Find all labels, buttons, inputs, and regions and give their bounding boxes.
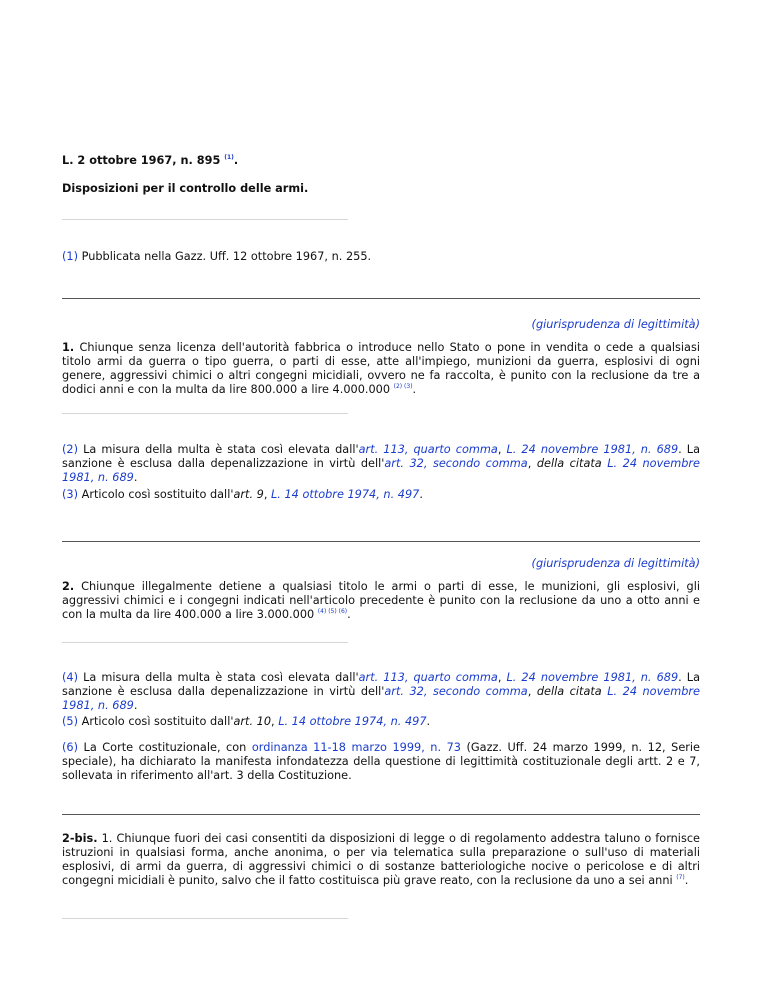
footnote-2-law-link[interactable]: L. 24 novembre 1981, n. 689 (506, 443, 679, 456)
note-divider (62, 642, 348, 643)
footnote-6-text: La Corte costituzionale, con (83, 741, 247, 754)
footnote-6-text-post: (Gazz. Uff. 24 marzo 1999, n. 12, Serie speciale), ha dichiarato la manifesta infondatezza della questione di legittimità costituzionale degli artt. 2 e 7, sollevata in riferimento all'art. 3 della Costituzione. (62, 741, 701, 782)
footnote-3: (3) Articolo così sostituito dall'art. 9, L. 14 ottobre 1974, n. 497. (62, 488, 423, 501)
footnote-5: (5) Articolo così sostituito dall'art. 10, L. 14 ottobre 1974, n. 497. (62, 715, 431, 728)
footnote-1-text: Pubblicata nella Gazz. Uff. 12 ottobre 1967, n. 255. (81, 250, 372, 263)
footnote-3-ref[interactable]: (3) (62, 488, 79, 501)
footnote-4-law-link[interactable]: L. 24 novembre 1981, n. 689 (506, 671, 679, 684)
footnote-2-art2-link[interactable]: art. 32, secondo comma (384, 457, 528, 470)
article-divider (62, 541, 700, 542)
footnote-3-art: art. 9 (233, 488, 264, 501)
footnote-5-text: Articolo così sostituito dall' (81, 715, 234, 728)
footnote-1 (62, 250, 700, 264)
article-2bis: 2-bis. 1. Chiunque fuori dei casi consentiti da disposizioni di legge o di regolamento addestra taluno o fornisce istruzioni in qualsiasi forma, anche anonima, o per via telematica sulla preparazione o sull'uso di materiali esplosivi, di armi da guerra, di aggressivi chimici o di sostanze batteriologiche nocive o pericolose e di altri congegni micidiali è punito, salvo che il fatto costituisca più grave reato, con la reclusione da uno a sei anni $^{(7)}$. (62, 832, 700, 887)
footnote-6 (62, 741, 700, 783)
article-1-footnote-refs[interactable]: (2) (3) (393, 383, 413, 391)
footnote-2: (2) La misura della multa è stata così elevata dall'art. 113, quarto comma, L. 24 novembre 1981, n. 689. La sanzione è esclusa dalla depenalizzazione in virtù dell'art. 32, secondo comma, della citata L. 24 novembre 1981, n. 689. (62, 443, 701, 484)
jurisprudence-link-art1[interactable] (62, 318, 700, 332)
footnote-2-text: La misura della multa è stata così elevata dall' (83, 443, 359, 456)
jurisprudence-link-art2-text[interactable]: (giurisprudenza di legittimità) (531, 557, 700, 570)
article-2bis-footnote-refs[interactable]: (7) (676, 874, 685, 882)
footnote-5-art: art. 10 (233, 715, 272, 728)
article-1-number: 1. (62, 341, 75, 354)
article-1: 1. Chiunque senza licenza dell'autorità fabbrica o introduce nello Stato o pone in vendita o cede a qualsiasi titolo armi da guerra o tipo guerra, o parti di esse, atte all'impiego, munizioni da guerra, esplosivi di ogni genere, aggressivi chimici o altri congegni micidiali, ovvero ne fa raccolta, è punito con la reclusione da tre a dodici anni e con la multa da lire 800.000 a lire 4.000.000 $^{(2) (3)}$. (62, 341, 700, 396)
footnote-6-ordinance-link[interactable]: ordinanza 11-18 marzo 1999, n. 73 (251, 741, 461, 754)
article-2: 2. Chiunque illegalmente detiene a qualsiasi titolo le armi o parti di esse, le munizioni, gli esplosivi, gli aggressivi chimici e i congegni indicati nell'articolo precedente è punito con la reclusione da uno a otto anni e con la multa da lire 400.000 a lire 3.000.000 $^{(4) (5) (6)}$. (62, 580, 700, 621)
footnote-5-law-link[interactable]: L. 14 ottobre 1974, n. 497 (278, 715, 427, 728)
law-subtitle: Disposizioni per il controllo delle armi. (62, 182, 309, 195)
footnote-1-ref[interactable]: (1) (62, 250, 79, 263)
article-2bis-number: 2-bis. (62, 832, 98, 845)
note-divider (62, 918, 348, 919)
jurisprudence-link-art1-text[interactable]: (giurisprudenza di legittimità) (531, 318, 700, 331)
article-divider (62, 298, 700, 299)
footnote-4-art-link[interactable]: art. 113, quarto comma (358, 671, 498, 684)
law-title-text: L. 2 ottobre 1967, n. 895 (62, 154, 221, 167)
article-1-text: Chiunque senza licenza dell'autorità fabbrica o introduce nello Stato o pone in vendita o cede a qualsiasi titolo armi da guerra o tipo guerra, o parti di esse, atte all'impiego, munizioni da guerra, esplosivi di ogni genere, aggressivi chimici o altri congegni micidiali, ovvero ne fa raccolta, è punito con la reclusione da tre a dodici anni e con la multa da lire 800.000 a lire 4.000.000 (62, 341, 700, 396)
article-2-text: Chiunque illegalmente detiene a qualsiasi titolo le armi o parti di esse, le munizioni, gli esplosivi, gli aggressivi chimici e i congegni indicati nell'articolo precedente è punito con la reclusione da uno a otto anni e con la multa da lire 400.000 a lire 3.000.000 (62, 580, 700, 621)
footnote-3-law-link[interactable]: L. 14 ottobre 1974, n. 497 (271, 488, 420, 501)
note-divider (62, 219, 348, 220)
footnote-5-ref[interactable]: (5) (62, 715, 79, 728)
article-2-number: 2. (62, 580, 75, 593)
article-2bis-text: 1. Chiunque fuori dei casi consentiti da disposizioni di legge o di regolamento addestra taluno o fornisce istruzioni in qualsiasi forma, anche anonima, o per via telematica sulla preparazione o sull'uso di materiali esplosivi, di armi da guerra, di aggressivi chimici o di sostanze batteriologiche nocive o pericolose e di altri congegni micidiali è punito, salvo che il fatto costituisca più grave reato, con la reclusione da uno a sei anni (62, 832, 700, 887)
footnote-ref-1[interactable]: (1) (224, 154, 234, 162)
footnote-2-law2-link[interactable]: L. 24 novembre 1981, n. 689 (62, 457, 700, 484)
footnote-6-ref[interactable]: (6) (62, 741, 79, 754)
footnote-4-ref[interactable]: (4) (62, 671, 79, 684)
footnote-4-law2-link[interactable]: L. 24 novembre 1981, n. 689 (62, 685, 700, 712)
footnote-2-ref[interactable]: (2) (62, 443, 79, 456)
footnote-4-della: della citata (536, 685, 602, 698)
jurisprudence-link-art2[interactable] (62, 557, 700, 571)
law-title: L. 2 ottobre 1967, n. 895 $^{(1)}$. (62, 154, 239, 167)
footnote-4-text-mid: . La sanzione è esclusa dalla depenalizzazione in virtù dell' (62, 671, 701, 698)
footnote-2-della: della citata (536, 457, 602, 470)
footnote-4-text: La misura della multa è stata così elevata dall' (83, 671, 359, 684)
footnote-4: (4) La misura della multa è stata così elevata dall'art. 113, quarto comma, L. 24 novembre 1981, n. 689. La sanzione è esclusa dalla depenalizzazione in virtù dell'art. 32, secondo comma, della citata L. 24 novembre 1981, n. 689. (62, 671, 701, 712)
note-divider (62, 413, 348, 414)
footnote-2-art-link[interactable]: art. 113, quarto comma (358, 443, 498, 456)
footnote-3-text: Articolo così sostituito dall' (81, 488, 234, 501)
article-2-footnote-refs[interactable]: (4) (5) (6) (317, 608, 348, 616)
footnote-4-art2-link[interactable]: art. 32, secondo comma (384, 685, 528, 698)
article-divider (62, 814, 700, 815)
footnote-2-text-mid: . La sanzione è esclusa dalla depenalizzazione in virtù dell' (62, 443, 701, 470)
